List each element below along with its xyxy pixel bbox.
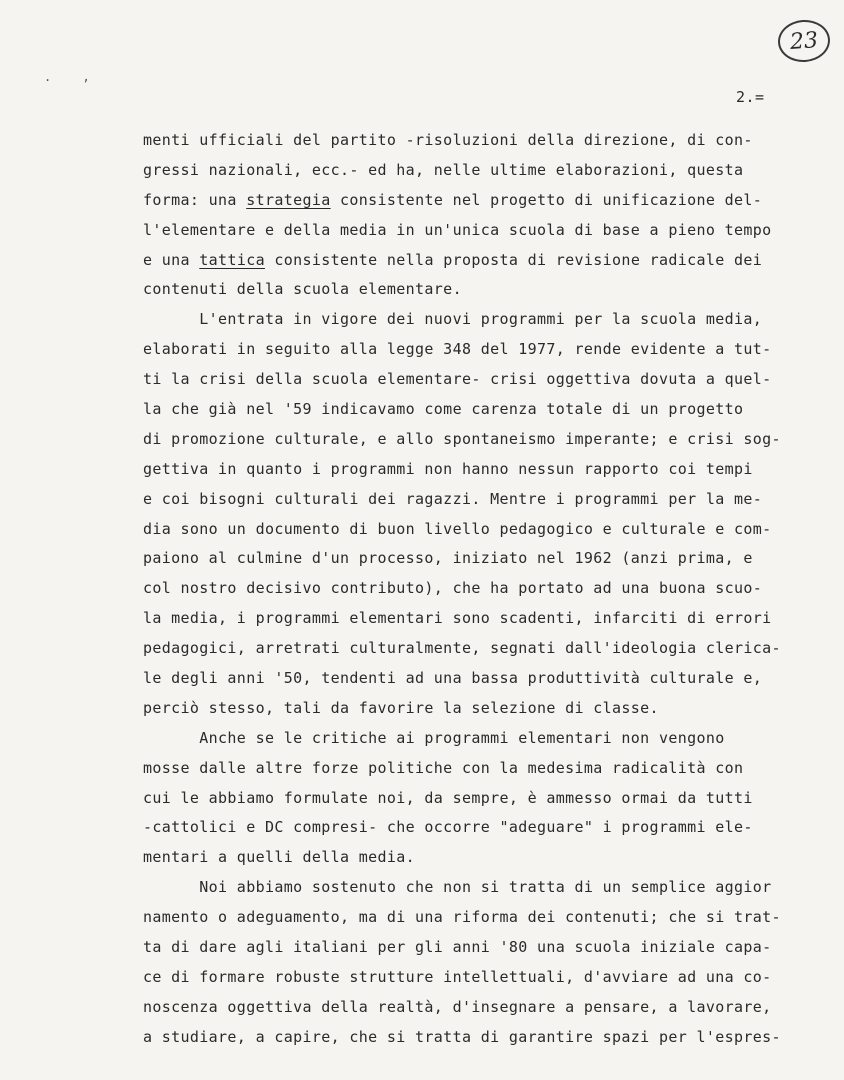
text-line: col nostro decisivo contributo), che ha portato ad una buona scuo-: [143, 579, 763, 598]
text-line: la che già nel '59 indicavamo come carenza totale di un progetto: [143, 400, 744, 419]
body-text: [143, 126, 833, 1053]
text-segment: consistente nel progetto di unificazione del-: [330, 190, 763, 209]
text-line: dia sono un documento di buon livello pedagogico e culturale e com-: [143, 519, 772, 538]
text-line: [143, 186, 833, 216]
text-line: ce di formare robuste strutture intellettuali, d'avviare ad una co-: [143, 967, 772, 986]
text-segment: forma: una: [143, 190, 247, 209]
text-line: pedagogici, arretrati culturalmente, segnati dall'ideologia clerica-: [143, 639, 781, 658]
text-line: l'elementare e della media in un'unica scuola di base a pieno tempo: [143, 220, 772, 239]
text-line: Noi abbiamo sostenuto che non si tratta di un semplice aggior: [143, 878, 772, 897]
text-line: L'entrata in vigore dei nuovi programmi per la scuola media,: [143, 310, 763, 329]
archive-number-stamp: 23: [777, 18, 832, 64]
text-line: menti ufficiali del partito -risoluzioni della direzione, di con-: [143, 131, 753, 149]
text-line: gressi nazionali, ecc.- ed ha, nelle ultime elaborazioni, questa: [143, 160, 744, 179]
text-line: ta di dare agli italiani per gli anni '80 una scuola iniziale capa-: [143, 938, 772, 957]
text-line: cui le abbiamo formulate noi, da sempre, è ammesso ormai da tutti: [143, 788, 753, 807]
text-line: gettiva in quanto i programmi non hanno nessun rapporto coi tempi: [143, 459, 753, 478]
text-line: Anche se le critiche ai programmi elementari non vengono: [143, 728, 725, 747]
text-line: contenuti della scuola elementare.: [143, 280, 462, 299]
text-segment: e una: [143, 250, 200, 269]
text-segment: consistente nella proposta di revisione radicale dei: [264, 250, 763, 269]
underlined-term-tattica: tattica: [199, 250, 265, 269]
text-line: [143, 246, 833, 276]
text-line: namento o adeguamento, ma di una riforma dei contenuti; che si trat-: [143, 908, 781, 927]
text-line: -cattolici e DC compresi- che occorre "adeguare" i programmi ele-: [143, 818, 753, 837]
text-line: e coi bisogni culturali dei ragazzi. Mentre i programmi per la me-: [143, 489, 763, 508]
underlined-term-strategia: strategia: [246, 190, 331, 209]
text-line: perciò stesso, tali da favorire la selezione di classe.: [143, 698, 659, 717]
text-line: di promozione culturale, e allo spontaneismo imperante; e crisi sog-: [143, 429, 781, 448]
page-marks: . ,: [44, 70, 102, 84]
text-line: ti la crisi della scuola elementare- crisi oggettiva dovuta a quel-: [143, 370, 772, 389]
text-line: noscenza oggettiva della realtà, d'insegnare a pensare, a lavorare,: [143, 997, 772, 1016]
text-line: mentari a quelli della media.: [143, 848, 416, 867]
text-line: le degli anni '50, tendenti ad una bassa produttività culturale e,: [143, 669, 763, 688]
text-line: a studiare, a capire, che si tratta di garantire spazi per l'espres-: [143, 1027, 781, 1046]
text-line: mosse dalle altre forze politiche con la medesima radicalità con: [143, 758, 744, 777]
page-number: 2.=: [736, 88, 765, 106]
text-line: elaborati in seguito alla legge 348 del 1977, rende evidente a tut-: [143, 340, 772, 359]
text-line: paiono al culmine d'un processo, iniziato nel 1962 (anzi prima, e: [143, 549, 753, 568]
text-line: la media, i programmi elementari sono scadenti, infarciti di errori: [143, 609, 772, 628]
